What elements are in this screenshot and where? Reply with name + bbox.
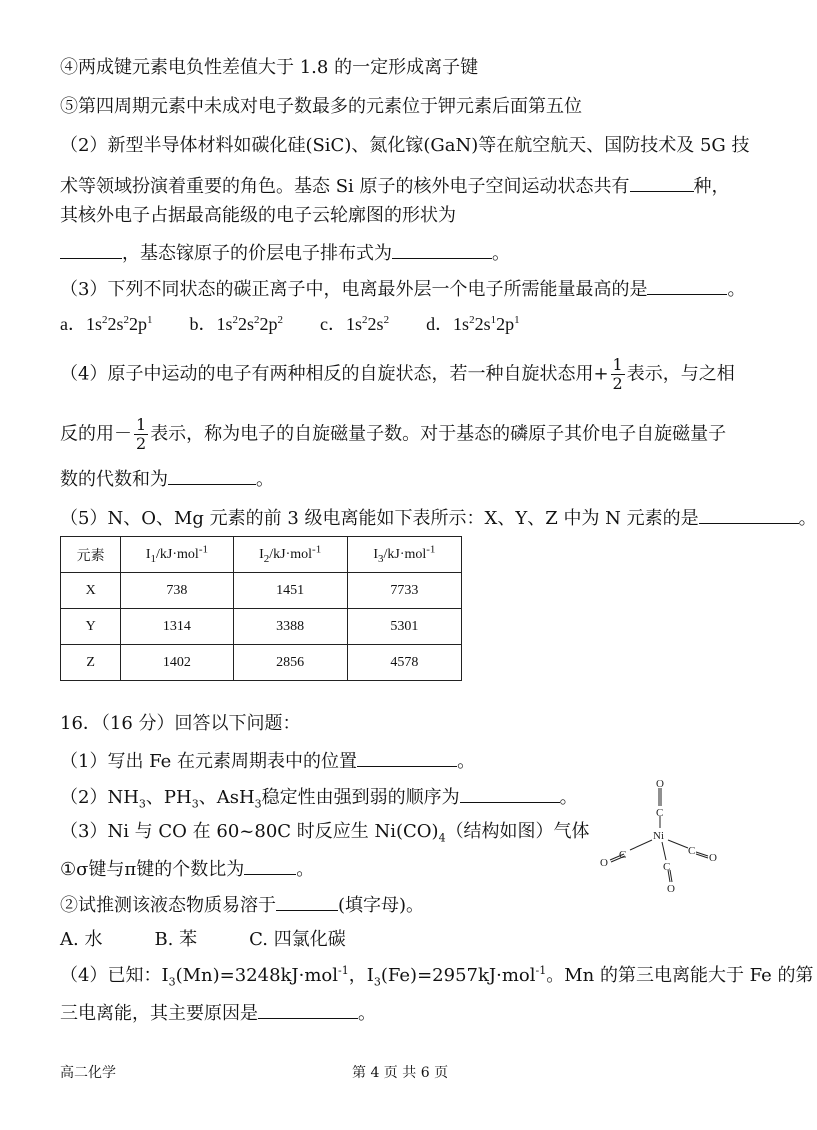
cell-i2: 3388 <box>233 609 347 645</box>
fraction-half: $\frac{1}{2}$ <box>612 355 623 393</box>
answer-blank[interactable] <box>244 856 296 875</box>
cell-element: Z <box>61 645 121 681</box>
atom-c-right: C <box>688 845 696 857</box>
q2-line4: ，基态镓原子的价层电子排布式为 。 <box>60 240 510 266</box>
cell-element: Y <box>61 609 121 645</box>
ionization-energy-table <box>60 536 462 681</box>
bond-line <box>630 840 652 850</box>
statement-5: ⑤第四周期元素中未成对电子数最多的元素位于钾元素后面第五位 <box>60 96 582 117</box>
atom-o-left: O <box>600 857 608 869</box>
header-i3: $I_3/kJ\cdot mol^{-1}$ <box>347 537 461 573</box>
q16-1: （1）写出 Fe 在元素周期表中的位置 。 <box>60 748 475 774</box>
header-i2: $I_2/kJ\cdot mol^{-1}$ <box>233 537 347 573</box>
bond-line <box>668 840 688 848</box>
header-i1: $I_1/kJ\cdot mol^{-1}$ <box>121 537 233 573</box>
bond-line <box>696 854 708 858</box>
q2-line1: （2）新型半导体材料如碳化硅(SiC)、氮化镓(GaN)等在航空航天、国防技术及 5G 技 <box>60 135 750 156</box>
answer-blank[interactable] <box>392 240 492 259</box>
answer-blank[interactable] <box>699 505 799 524</box>
nickel-carbonyl-structure <box>596 776 736 896</box>
q16-3: （3）Ni 与 CO 在 60~80C 时反应生 $Ni(CO)_4$（结构如图）气体 <box>60 821 590 845</box>
atom-o-top: O <box>656 778 664 790</box>
q4-line3: 数的代数和为 。 <box>60 466 274 492</box>
fraction-half: $\frac{1}{2}$ <box>136 415 147 453</box>
option-c: c．$1s^22s^2$ <box>320 314 390 334</box>
option-ccl4: C. 四氯化碳 <box>249 929 346 950</box>
cell-i2: 2856 <box>233 645 347 681</box>
q3-stem: （3）下列不同状态的碳正离子中，电离最外层一个电子所需能量最高的是 。 <box>60 276 745 302</box>
statement-4: ④两成键元素电负性差值大于 1.8 的一定形成离子键 <box>60 57 479 78</box>
answer-blank[interactable] <box>630 173 694 192</box>
q16-2: $(2)NH_3$、$PH_3$、AsH$_3$稳定性由强到弱的顺序为 。 <box>60 784 578 810</box>
atom-c-left: C <box>619 849 627 861</box>
q4-line1: （4）原子中运动的电子有两种相反的自旋状态，若一种自旋状态用+ $\frac{1}{2}$ 表示，与之相 <box>60 355 735 393</box>
cell-i3: 4578 <box>347 645 461 681</box>
q3-options <box>60 312 520 336</box>
header-element: 元素 <box>61 537 121 573</box>
table-row <box>61 573 462 609</box>
answer-blank[interactable] <box>168 466 256 485</box>
atom-o-bottom: O <box>667 883 675 895</box>
option-d: d．$1s^22s^12p^1$ <box>426 314 520 334</box>
atom-c-bottom: C <box>663 861 671 873</box>
bond-line <box>662 842 666 860</box>
answer-blank[interactable] <box>647 276 727 295</box>
answer-blank[interactable] <box>357 748 457 767</box>
q16-3-options <box>60 928 346 952</box>
q16-4-line2: 三电离能，其主要原因是 。 <box>60 1000 376 1026</box>
option-b: b．$1s^22s^22p^2$ <box>189 314 284 334</box>
cell-i3: 7733 <box>347 573 461 609</box>
answer-blank[interactable] <box>276 892 338 911</box>
answer-blank[interactable] <box>258 1000 358 1019</box>
q16-4-line1: （4）已知：$I_3(Mn)=3248kJ\cdot mol^{-1}$，$I_3(Fe)=2957kJ\cdot mol^{-1}$。Mn 的第三电离能大于 Fe 的第 <box>60 964 814 989</box>
bond-line <box>696 852 708 856</box>
q2-line3: 其核外电子占据最高能级的电子云轮廓图的形状为 <box>60 205 456 226</box>
cell-element: X <box>61 573 121 609</box>
answer-blank[interactable] <box>60 240 122 259</box>
atom-o-right: O <box>709 852 717 864</box>
table-header-row <box>61 537 462 573</box>
table-row <box>61 645 462 681</box>
option-water: A. 水 <box>60 929 103 950</box>
q16-3-2: ②试推测该液态物质易溶于 (填字母)。 <box>60 892 424 918</box>
cell-i2: 1451 <box>233 573 347 609</box>
table-row <box>61 609 462 645</box>
q4-line2: 反的用－ $\frac{1}{2}$ 表示，称为电子的自旋磁量子数。对于基态的磷原子其价电子自旋磁量子 <box>60 415 727 453</box>
option-a: a．$1s^22s^22p^1$ <box>60 314 153 334</box>
cell-i1: 1402 <box>121 645 233 681</box>
option-benzene: B. 苯 <box>154 929 198 950</box>
q5-stem: （5）N、O、Mg 元素的前 3 级电离能如下表所示：X、Y、Z 中为 N 元素的是 。 <box>60 505 817 531</box>
q16-3-1: ①σ键与π键的个数比为 。 <box>60 856 314 882</box>
cell-i3: 5301 <box>347 609 461 645</box>
q16-title: 16．（16 分）回答以下问题： <box>60 713 301 734</box>
atom-c-top: C <box>656 807 664 819</box>
q2-line2: 术等领域扮演着重要的角色。基态 Si 原子的核外电子空间运动状态共有 种， <box>60 173 730 199</box>
footer-subject: 高二化学 <box>60 1065 116 1081</box>
atom-ni: Ni <box>653 830 664 842</box>
cell-i1: 1314 <box>121 609 233 645</box>
footer-page-number: 第 4 页 共 6 页 <box>352 1065 449 1081</box>
answer-blank[interactable] <box>460 784 560 803</box>
cell-i1: 738 <box>121 573 233 609</box>
